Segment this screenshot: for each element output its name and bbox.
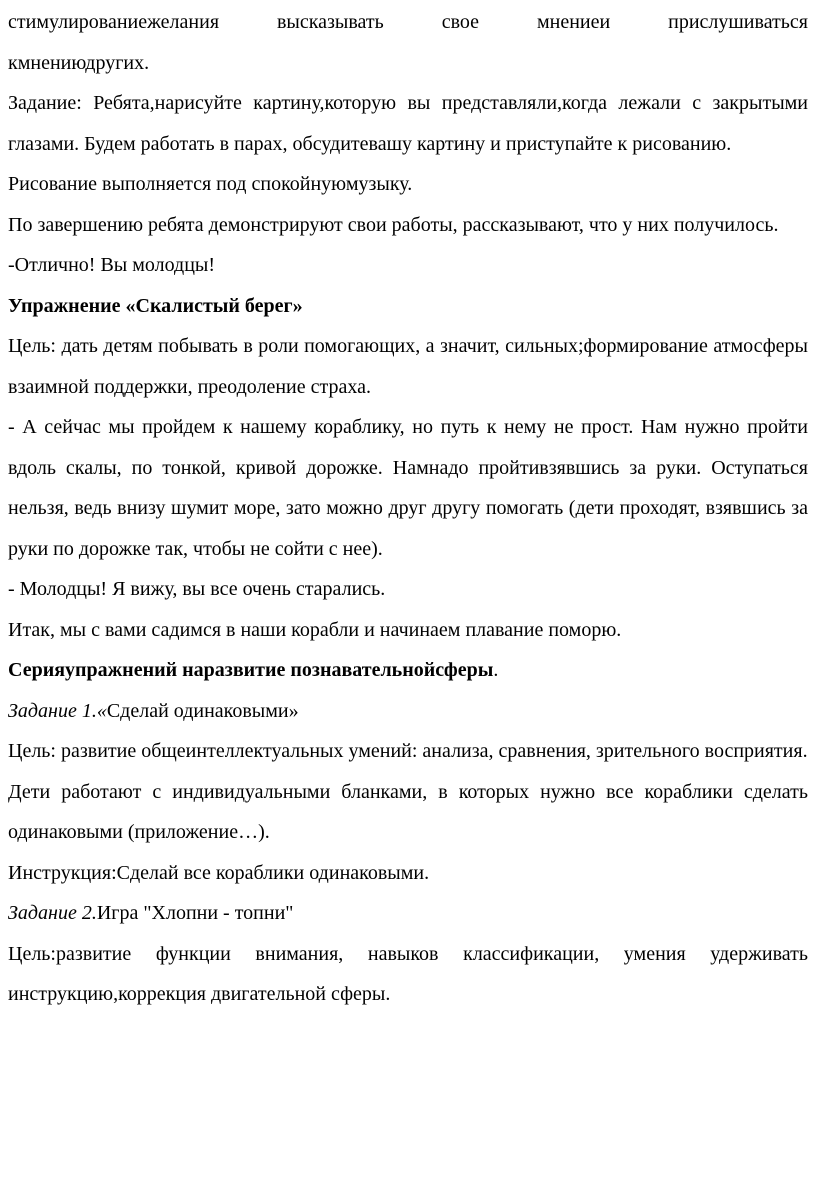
paragraph-music: Рисование выполняется под спокойнуюмузыку. [8,173,413,195]
task-1-label: Задание 1.« [8,699,107,722]
heading-cognitive-series-period: . [493,659,499,681]
task-1-heading [8,691,808,732]
task-2-heading [8,893,808,934]
paragraph-continuation-end: кмнениюдругих. [8,51,150,74]
paragraph-continuation: стимулированиежелания высказывать свое мнениеи прислушиваться [8,11,808,33]
paragraph-goal-task-2: Цель:развитие функции внимания, навыков классификации, умения удерживать инструкцию,коррекция двигательной сферы. [8,942,808,1005]
document-body [8,2,808,1015]
paragraph-sailing: Итак, мы с вами садимся в наши корабли и начинаем плавание поморю. [8,618,622,641]
heading-cognitive-series-text: Серияупражнений наразвитие познавательнойсферы [8,659,494,681]
task-1-title: Сделай одинаковыми» [106,699,299,722]
paragraph-praise: -Отлично! Вы молодцы! [8,254,216,276]
paragraph-well-done: - Молодцы! Я вижу, вы все очень старались. [8,578,386,600]
paragraph-task-1-worksheets: Дети работают с индивидуальными бланками, в которых нужно все кораблики сделать одинаковыми (приложение…). [8,780,808,843]
heading-exercise-rocky-shore: Упражнение «Скалистый берег» [8,294,303,317]
task-2-label: Задание 2. [8,902,97,924]
task-2-title: Игра "Хлопни - топни" [96,902,294,924]
paragraph-task-drawing: Задание: Ребята,нарисуйте картину,которую вы представляли,когда лежали с закрытыми глазами. Будем работать в парах, обсудитевашу картину и приступайте к рисованию. [8,92,808,155]
paragraph-goal-task-1: Цель: развитие общеинтеллектуальных умений: анализа, сравнения, зрительного восприятия. [8,740,808,762]
paragraph-rocky-shore-instructions: - А сейчас мы пройдем к нашему кораблику, но путь к нему не прост. Нам нужно пройти вдоль скалы, по тонкой, кривой дорожке. Намнадо пройтивзявшись за руки. Оступаться нельзя, ведь внизу шумит море, зато можно друг другу помогать (дети проходят, взявшись за руки по дорожке так, чтобы не сойти с нее). [8,416,808,560]
heading-cognitive-series [8,650,808,691]
paragraph-task-1-instruction: Инструкция:Сделай все кораблики одинаковыми. [8,861,430,884]
paragraph-demonstration: По завершению ребята демонстрируют свои работы, рассказывают, что у них получилось. [8,213,779,236]
paragraph-goal-rocky-shore: Цель: дать детям побывать в роли помогающих, а значит, сильных;формирование атмосферы взаимной поддержки, преодоление страха. [8,335,808,398]
